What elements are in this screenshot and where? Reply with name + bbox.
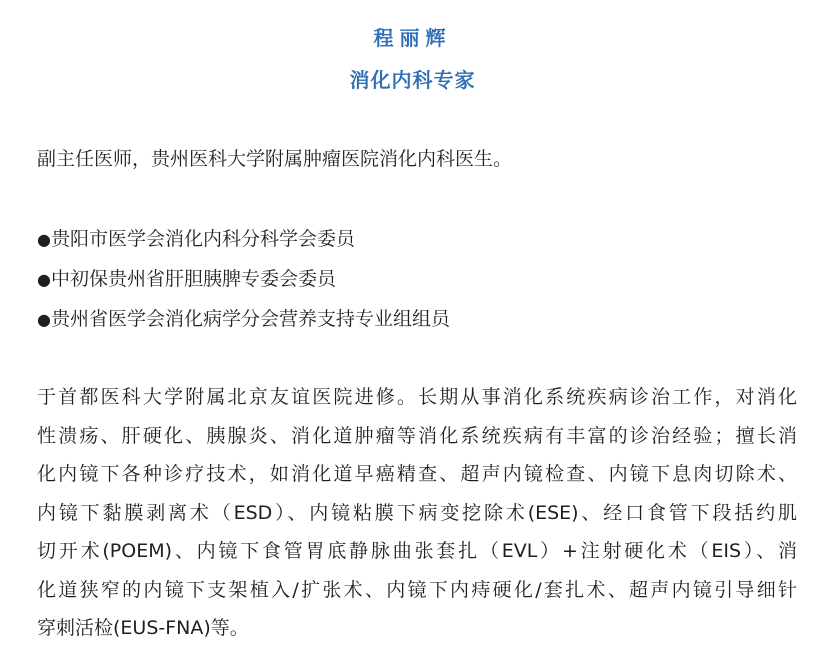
intro-paragraph: 副主任医师，贵州医科大学附属肿瘤医院消化内科医生。 — [37, 148, 513, 170]
description-line: 化道狭窄的内镜下支架植入/扩张术、内镜下内痔硬化/套扎术、超声内镜引导细针 — [37, 578, 797, 601]
bullet-icon: ● — [37, 310, 51, 329]
membership-text: 贵州省医学会消化病学分会营养支持专业组组员 — [51, 308, 451, 330]
membership-list — [37, 225, 450, 345]
bullet-icon: ● — [37, 230, 51, 249]
list-item — [37, 225, 450, 265]
membership-text: 贵阳市医学会消化内科分科学会委员 — [51, 228, 356, 250]
description-line: 化内镜下各种诊疗技术，如消化道早癌精查、超声内镜检查、内镜下息肉切除术、 — [37, 463, 797, 485]
bullet-icon: ● — [37, 270, 51, 289]
doctor-name: 程丽辉 — [373, 26, 452, 50]
membership-text: 中初保贵州省肝胆胰脾专委会委员 — [51, 268, 337, 290]
description-line: 穿刺活检(EUS-FNA)等。 — [37, 617, 249, 639]
description-line: 内镜下黏膜剥离术（ESD）、内镜粘膜下病变挖除术(ESE)、经口食管下段括约肌 — [37, 501, 797, 524]
doctor-title: 消化内科专家 — [349, 68, 476, 92]
description-line: 于首都医科大学附属北京友谊医院进修。长期从事消化系统疾病诊治工作，对消化 — [37, 386, 797, 408]
description-line: 切开术(POEM)、内镜下食管胃底静脉曲张套扎（EVL）+注射硬化术（EIS）、消 — [37, 540, 797, 562]
description-line: 性溃疡、肝硬化、胰腺炎、消化道肿瘤等消化系统疾病有丰富的诊治经验；擅长消 — [37, 424, 797, 447]
list-item — [37, 265, 450, 305]
description-paragraph — [37, 383, 797, 653]
list-item — [37, 305, 450, 345]
